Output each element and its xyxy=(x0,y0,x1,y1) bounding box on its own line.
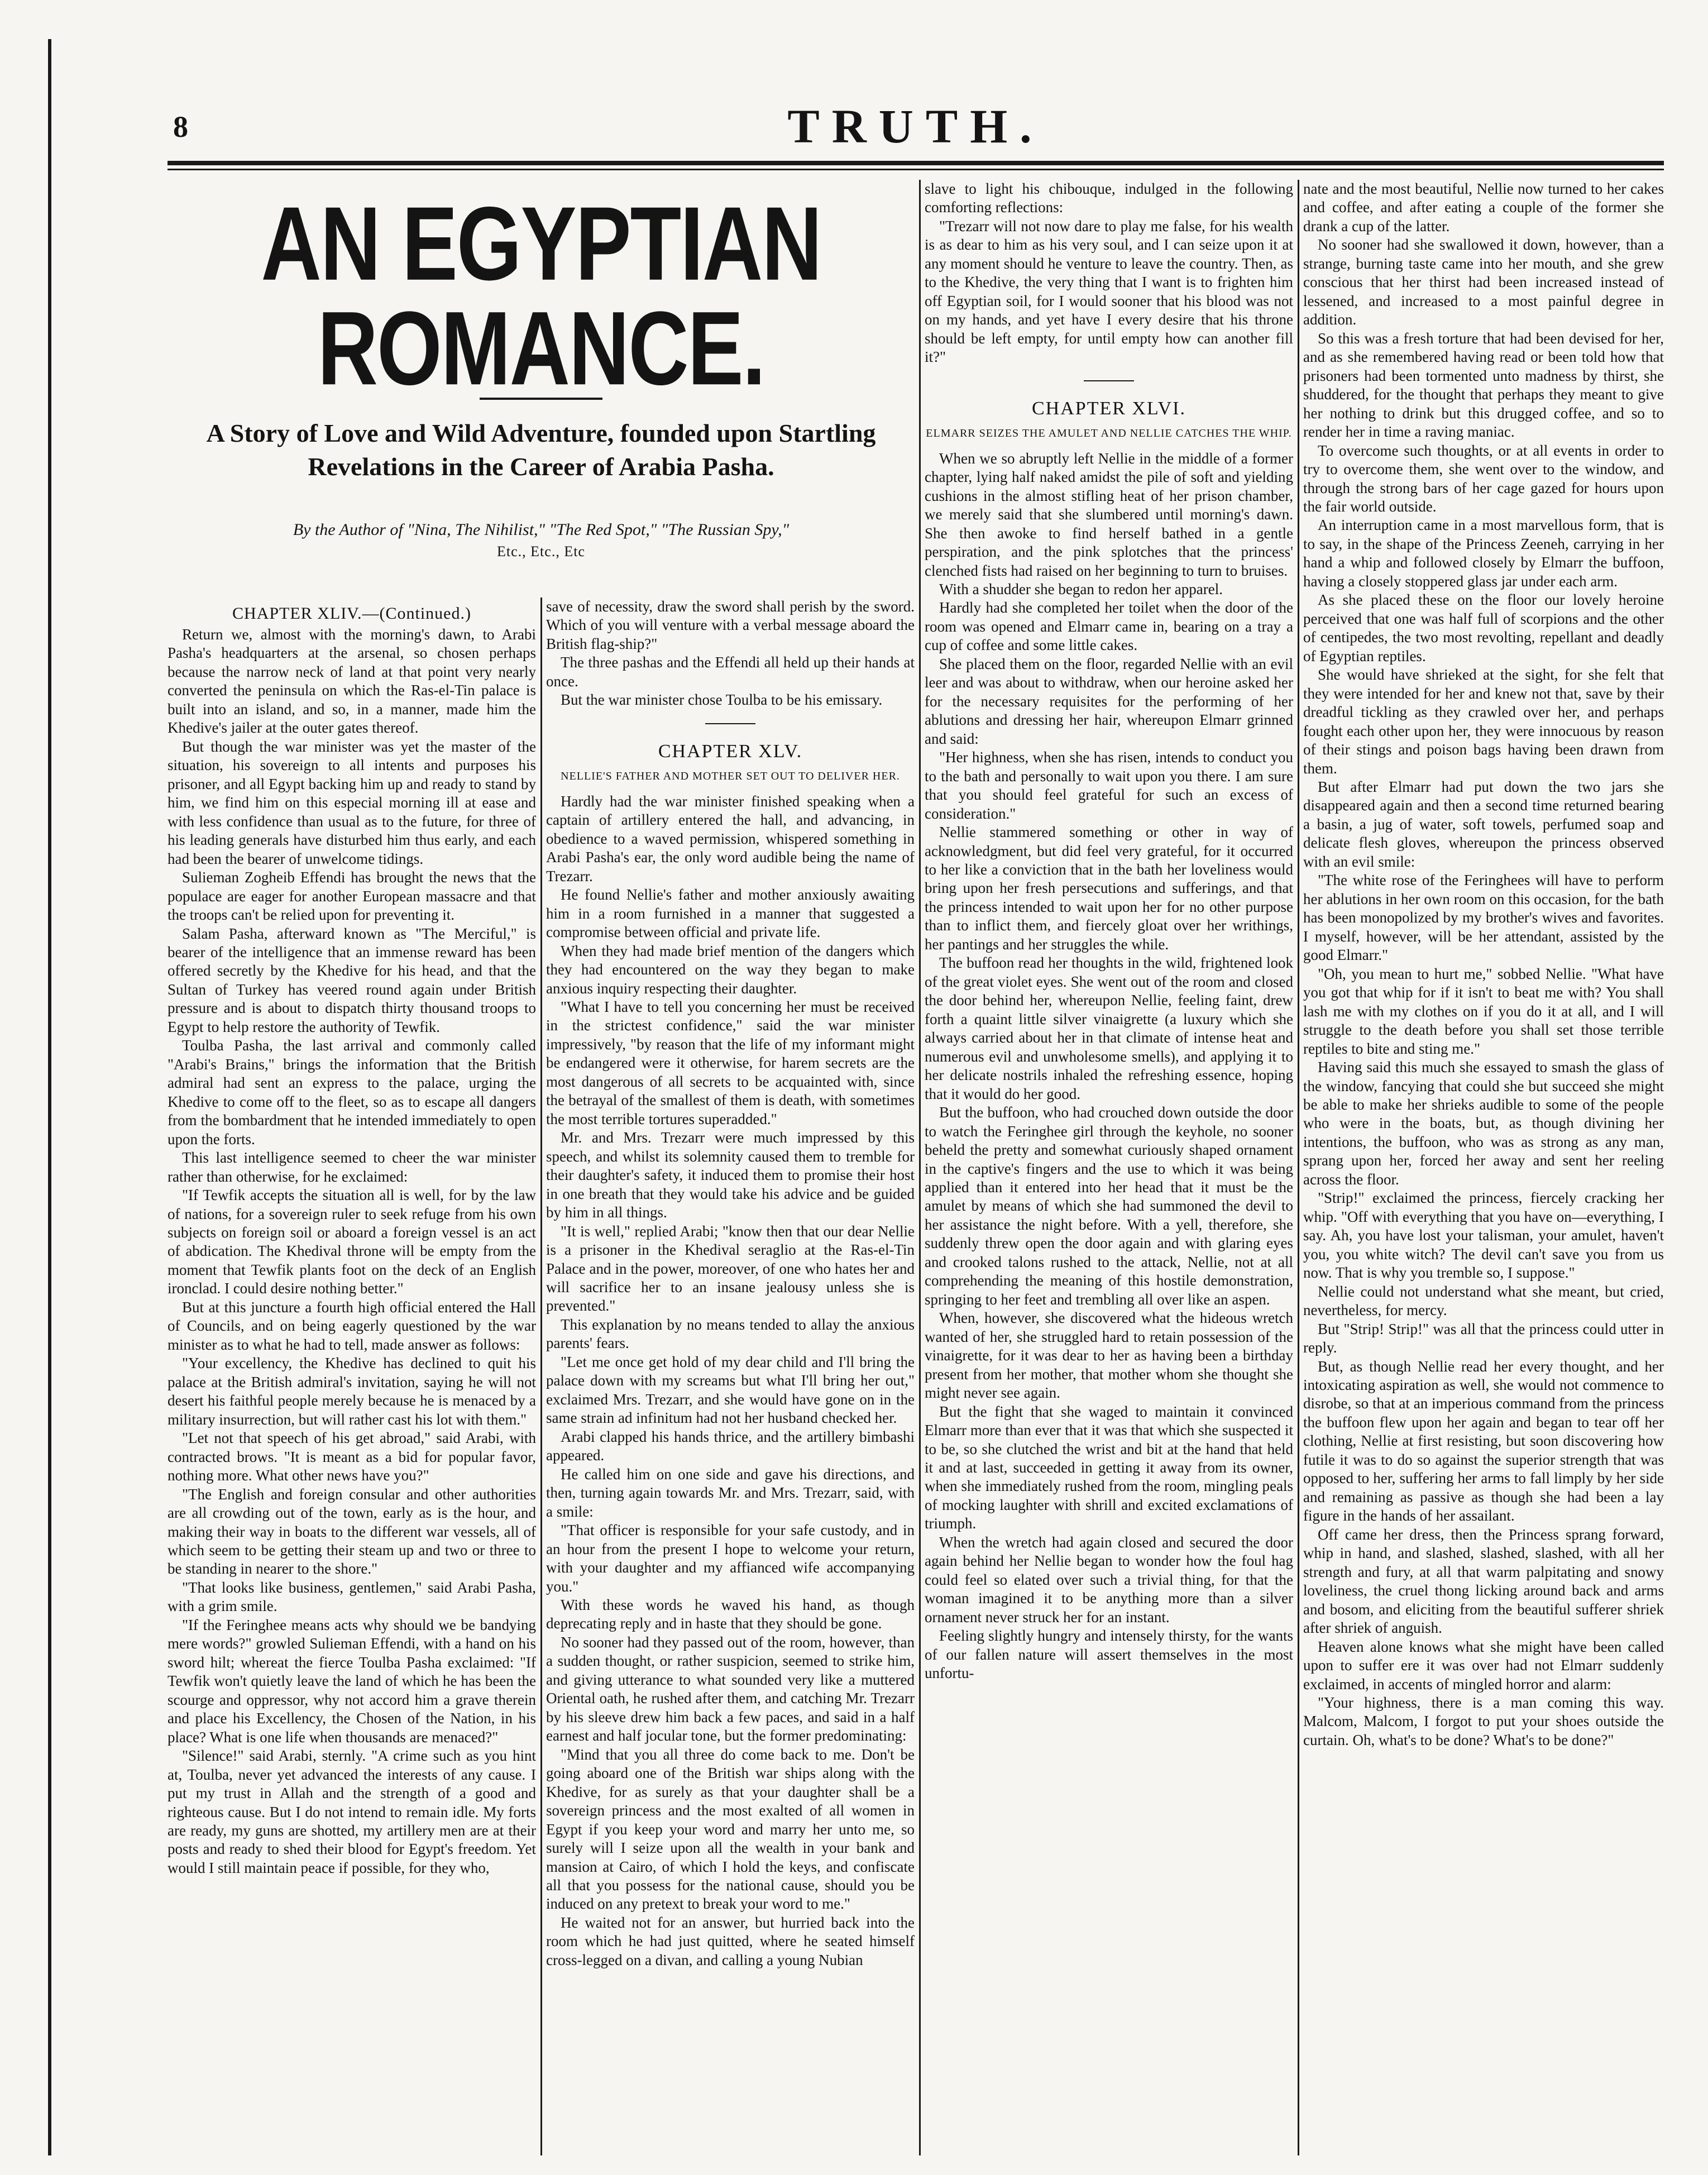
paragraph: When they had made brief mention of the dangers which they had encountered on the way they began to make anxious inquiry respecting their daughter. xyxy=(546,942,915,997)
paragraph: Nellie stammered something or other in way of acknowledgment, but did feel very grateful, for it occurred to her like a conviction that in the bath her loveliness would bring upon her fresh persecutions and sufferings, and that the princess intended to wait upon her for no other purpose than to inflict them, and fiercely gloat over her writhings, her pantings and her struggles the while. xyxy=(925,824,1293,953)
journal-title: TRUTH. xyxy=(787,99,1044,153)
masthead-rule-thick xyxy=(168,161,1664,165)
paragraph: But, as though Nellie read her every thought, and her intoxicating aspiration as well, she would not commence to disrobe, so that at an imperious command from the princess the buffoon flew upon her again and began to tear off her clothing, Nellie at first resisting, but soon discovering how futile it was to do so against the superior strength that was opposed to her, suffering her arms to fall limply by her side and remaining as passive as though she had been a lay figure in the hands of her assailant. xyxy=(1303,1357,1664,1524)
chapter-heading: CHAPTER XLV. xyxy=(658,740,803,762)
paragraph: The buffoon read her thoughts in the wild, frightened look of the great violet eyes. She went out of the room and closed the door behind her, whereupon Nellie, feeling faint, drew forth a quaint little silver vinaigrette (a luxury which she always carried about her in that climate of intense heat and numerous evil and unwholesome smells), and applying it to her delicate nostrils inhaled the refreshing essence, hoping that it would do her good. xyxy=(925,954,1293,1102)
paragraph: "Let me once get hold of my dear child and I'll bring the palace down with my screams but what I'll bring her out," exclaimed Mrs. Trezarr, and she would have gone on in the same strain ad infinitum had not her husband checked her. xyxy=(546,1353,915,1427)
masthead xyxy=(173,95,1658,151)
paragraph: She placed them on the floor, regarded Nellie with an evil leer and was about to withdraw, when our heroine asked her for the necessary requisites for the performing of her ablutions and dressing her hair, whereupon Elmarr grinned and said: xyxy=(925,655,1293,747)
paragraph: But the war minister chose Toulba to be his emissary. xyxy=(561,691,883,709)
column-divider xyxy=(1298,180,1299,2155)
paragraph: Salam Pasha, afterward known as "The Merciful," is bearer of the intelligence that an immense reward has been offered secretly by the Khedive for his head, and that the Sultan of Turkey has veered round again under British pressure and is about to dispatch thirty thousand troops to Egypt to help restore the authority of Tewfik. xyxy=(168,925,536,1035)
column-2 xyxy=(546,597,915,1970)
paragraph: "It is well," replied Arabi; "know then that our dear Nellie is a prisoner in the Khedival seraglio at the Ras-el-Tin Palace and in the power, moreover, of one who hates her and will sacrifice her to an insane jealousy unless she is prevented." xyxy=(546,1222,915,1314)
column-1 xyxy=(168,597,536,1877)
chapter-subheading: NELLIE'S FATHER AND MOTHER SET OUT TO DELIVER HER. xyxy=(561,769,900,782)
paragraph: Nellie could not understand what she meant, but cried, nevertheless, for mercy. xyxy=(1303,1283,1664,1319)
paragraph: But at this juncture a fourth high official entered the Hall of Councils, and on being eagerly questioned by the war minister as to what he had to tell, made answer as follows: xyxy=(168,1298,536,1353)
paragraph: Hardly had she completed her toilet when the door of the room was opened and Elmarr came in, bearing on a tray a cup of coffee and some little cakes. xyxy=(925,599,1293,654)
paragraph: He found Nellie's father and mother anxiously awaiting him in a room furnished in a manner that suggested a compromise between official and private life. xyxy=(546,886,915,941)
paragraph: She would have shrieked at the sight, for she felt that they were intended for her and knew not that, save by their dreadful tickling as they crawled over her, and perhaps fought each other upon her, they were innocuous by reason of their stings and poison bags having been drawn from them. xyxy=(1303,666,1664,777)
article-subtitle: A Story of Love and Wild Adventure, founded upon Startling Revelations in the Career of Arabia Pasha. xyxy=(206,419,876,481)
paragraph: This last intelligence seemed to cheer the war minister rather than otherwise, for he exclaimed: xyxy=(168,1149,536,1185)
article-byline-etc: Etc., Etc., Etc xyxy=(497,543,585,560)
paragraph: "Her highness, when she has risen, intends to conduct you to the bath and personally to wait upon you there. I am sure that you should feel grateful for such an excess of consideration." xyxy=(925,749,1293,822)
paragraph: "Let not that speech of his get abroad," said Arabi, with contracted brows. "It is meant as a bid for popular favor, nothing more. What other news have you?" xyxy=(168,1430,536,1484)
column-divider xyxy=(919,180,921,2155)
paragraph: Hardly had the war minister finished speaking when a captain of artillery entered the hall, and advancing, in obedience to a waved permission, whispered something in Arabi Pasha's ear, the only word audible being the name of Trezarr. xyxy=(546,792,915,885)
paragraph: To overcome such thoughts, or at all events in order to try to overcome them, she went over to the window, and through the strong bars of her cage gazed for hours upon the fair world outside. xyxy=(1303,442,1664,515)
paragraph: He waited not for an answer, but hurried back into the room which he had just quitted, where he seated himself cross-legged on a divan, and calling a young Nubian xyxy=(546,1914,915,1968)
column-4 xyxy=(1303,180,1664,1749)
paragraph: "Strip!" exclaimed the princess, fiercely cracking her whip. "Off with everything that you have on—everything, I say. Ah, you have lost your talisman, your amulet, haven't you, you white witch? The devil can't save you from us now. That is why you tremble so, I suppose." xyxy=(1303,1189,1664,1282)
paragraph: "The white rose of the Feringhees will have to perform her ablutions in her own room on this occasion, for the bath has been monopolized by my brother's wives and favorites. I myself, however, will be her attendant, assisted by the good Elmarr." xyxy=(1303,872,1664,964)
paragraph: The three pashas and the Effendi all held up their hands at once. xyxy=(546,654,915,690)
paragraph: When the wretch had again closed and secured the door again behind her Nellie began to wonder how the foul hag could feel so elated over such a trivial thing, for that the woman imagined it to be anything more than a silver ornament never struck her for an instant. xyxy=(925,1533,1293,1626)
paragraph: But after Elmarr had put down the two jars she disappeared again and then a second time returned bearing a basin, a jug of water, soft towels, perfumed soap and delicate flesh gloves, whereupon the princess observed with an evil smile: xyxy=(1303,778,1664,870)
section-rule xyxy=(1084,380,1134,381)
paragraph: "Your highness, there is a man coming this way. Malcom, Malcom, I forgot to put your shoes outside the curtain. Oh, what's to be done? What's to be done?" xyxy=(1303,1694,1664,1748)
article-title: AN EGYPTIAN ROMANCE. xyxy=(261,184,821,407)
paragraph: But the fight that she waged to maintain it convinced Elmarr more than ever that it was that which she suspected it to be, so she clutched the wrist and bit at the hand that held it and at last, succeeded in getting it away from its owner, when she immediately rushed from the room, mingling peals of mocking laughter with shrill and excited exclamations of triumph. xyxy=(925,1403,1293,1532)
paragraph: When we so abruptly left Nellie in the middle of a former chapter, lying half naked amidst the pile of soft and yielding cushions in the almost stifling heat of her prison chamber, we merely said that she slumbered until morning's dawn. She then awoke to find herself bathed in a gentle perspiration, and the pink splotches that the princess' clenched fists had raised on her beginning to turn to bruises. xyxy=(925,450,1293,579)
paragraph: Arabi clapped his hands thrice, and the artillery bimbashi appeared. xyxy=(546,1428,915,1464)
chapter-subheading: ELMARR SEIZES THE AMULET AND NELLIE CATCHES THE WHIP. xyxy=(926,427,1292,439)
paragraph: Mr. and Mrs. Trezarr were much impressed by this speech, and whilst its solemnity caused them to tremble for their daughter's safety, it induced them to promise their host in one breath that they would take his advice and be guided by him in all things. xyxy=(546,1129,915,1221)
chapter-heading: CHAPTER XLVI. xyxy=(1032,398,1186,419)
masthead-rule-thin xyxy=(168,169,1664,170)
paragraph: No sooner had they passed out of the room, however, than a sudden thought, or rather suspicion, seemed to strike him, and giving utterance to what sounded very like a muttered Oriental oath, he rushed after them, and catching Mr. Trezarr by his sleeve drew him back a few paces, and said in a half earnest and half jocular tone, but the former predominating: xyxy=(546,1633,915,1744)
paragraph: When, however, she discovered what the hideous wretch wanted of her, she struggled hard to retain possession of the vinaigrette, for it was dear to her as having been a birthday present from her mother, that mother whom she thought she might never see again. xyxy=(925,1309,1293,1402)
paragraph: "Your excellency, the Khedive has declined to quit his palace at the British admiral's invitation, saying he will not desert his faithful people merely because he is menaced by a military insurrection, but will rather cast his lot with them." xyxy=(168,1355,536,1428)
paragraph: "That looks like business, gentlemen," said Arabi Pasha, with a grim smile. xyxy=(168,1579,536,1615)
paragraph: slave to light his chibouque, indulged in the following comforting reflections: xyxy=(925,180,1293,216)
paragraph: Heaven alone knows what she might have been called upon to suffer ere it was over had not Elmarr suddenly exclaimed, in accents of mingled horror and alarm: xyxy=(1303,1638,1664,1693)
paragraph: Feeling slightly hungry and intensely thirsty, for the wants of our fallen nature will assert themselves in the most unfortu- xyxy=(925,1627,1293,1682)
paragraph: But the buffoon, who had crouched down outside the door to watch the Feringhee girl through the keyhole, no sooner beheld the pretty and somewhat curiously shaped ornament in the captive's fingers and the use to which it was being applied than it entered into her head that it must be the amulet by means of which she had summoned the devil to her assistance the night before. With a yell, therefore, she suddenly threw open the door again and with glaring eyes and crooked talons rushed to the attack, Nellie, not at all comprehending the meaning of this hostile demonstration, springing to her feet and trembling all over like an aspen. xyxy=(925,1104,1293,1308)
column-divider xyxy=(540,597,542,2155)
paragraph: Toulba Pasha, the last arrival and commonly called "Arabi's Brains," brings the information that the British admiral had sent an express to the palace, urging the Khedive to come off to the fleet, so as to escape all dangers from the bombardment that he intended immediately to open upon the forts. xyxy=(168,1037,536,1148)
paragraph: Having said this much she essayed to smash the glass of the window, fancying that could she but succeed she might be able to make her shrieks audible to some of the people who were in the boats, but, as though divining her intentions, the buffoon, who was as strong as any man, sprang upon her, forced her away and sent her reeling across the floor. xyxy=(1303,1059,1664,1188)
paragraph: No sooner had she swallowed it down, however, than a strange, burning taste came into her mouth, and she grew conscious that her thirst had been increased instead of lessened, and increased to a most painful degree in addition. xyxy=(1303,236,1664,328)
paragraph: Return we, almost with the morning's dawn, to Arabi Pasha's headquarters at the arsenal, so chosen perhaps because the narrow neck of land at that point very nearly converted the peninsula on which the Ras-el-Tin palace is built into an island, and so, in a manner, made him the Khedive's jailer at the outer gates thereof. xyxy=(168,626,536,737)
paragraph: But though the war minister was yet the master of the situation, his sovereign to all intents and purposes his prisoner, and all Egypt backing him up and ready to stand by him, we find him on this especial morning ill at ease and with less confidence than usual as to the future, for three of his leading generals have disturbed him thus early, and each had been the bearer of unwelcome tidings. xyxy=(168,738,536,867)
paragraph: "Mind that you all three do come back to me. Don't be going aboard one of the British war ships along with the Khedive, for as surely as that your daughter shall be a sovereign princess and the most exalted of all women in Egypt if you keep your word and marry her unto me, so surely will I seize upon all the wealth in your bank and mansion at Cairo, of which I hold the keys, and confiscate all that you possess for the national cause, should you be induced on any pretext to break your word to me." xyxy=(546,1746,915,1913)
paragraph: "That officer is responsible for your safe custody, and in an hour from the present I hope to welcome your return, with your daughter and my affianced wife accompanying you." xyxy=(546,1522,915,1595)
paragraph: save of necessity, draw the sword shall perish by the sword. Which of you will venture with a verbal message aboard the British flag-ship?" xyxy=(546,598,915,652)
column-3 xyxy=(925,180,1293,1683)
paragraph: But "Strip! Strip!" was all that the princess could utter in reply. xyxy=(1303,1320,1664,1356)
paragraph: With these words he waved his hand, as though deprecating reply and in haste that they should be gone. xyxy=(546,1596,915,1632)
paragraph: So this was a fresh torture that had been devised for her, and as she remembered having read or been told how that prisoners had been tormented unto madness by thirst, she shuddered, for the thought that perhaps they meant to give her nothing to drink but this drugged coffee, and so to render her in time a raving maniac. xyxy=(1303,329,1664,441)
paragraph: "What I have to tell you concerning her must be received in the strictest confidence," said the war minister impressively, "by reason that the life of my informant might be endangered were it otherwise, for harem secrets are the most dangerous of all secrets to be acquainted with, since the betrayal of the smallest of them is death, with sometimes the most terrible tortures superadded." xyxy=(546,998,915,1127)
paragraph: nate and the most beautiful, Nellie now turned to her cakes and coffee, and after eating a couple of the former she drank a cup of the latter. xyxy=(1303,180,1664,235)
paragraph: Off came her dress, then the Princess sprang forward, whip in hand, and slashed, slashed, slashed, with all her strength and fury, at all that warm palpitating and snowy loveliness, the cruel thong licking around back and arms and bosom, and eliciting from the beautiful sufferer shriek after shriek of anguish. xyxy=(1303,1526,1664,1637)
paragraph: An interruption came in a most marvellous form, that is to say, in the shape of the Princess Zeeneh, carrying in her hand a whip and followed closely by Elmarr the buffoon, having a closely stoppered glass jar under each arm. xyxy=(1303,517,1664,590)
paragraph: "Trezarr will not now dare to play me false, for his wealth is as dear to him as his very soul, and I can seize upon it at any moment should he venture to leave the country. Then, as to the Khedive, the very thing that I want is to frighten him off Egyptian soil, for I would sooner that his blood was not on my hands, and yet have I every desire that his throne should be left empty, for until empty how can another fill it?" xyxy=(925,217,1293,366)
paragraph: "Silence!" said Arabi, sternly. "A crime such as you hint at, Toulba, never yet advanced the interests of any cause. I put my trust in Allah and the strength of a good and righteous cause. But I do not intend to remain idle. My forts are ready, my guns are shotted, my artillery men are at their posts and ready to shed their blood for Egypt's freedom. Yet would I still maintain peace if possible, for they who, xyxy=(168,1747,536,1876)
paragraph: "If the Feringhee means acts why should we be bandying mere words?" growled Sulieman Effendi, with a hand on his sword hilt; whereat the fierce Toulba Pasha exclaimed: "If Tewfik won't quietly leave the land of which he has been the scourge and oppressor, why not accord him a grave therein and place his Excellency, the Chosen of the Nation, in his place? What is one life when thousands are menaced?" xyxy=(168,1616,536,1746)
article-title-block xyxy=(168,180,915,593)
paragraph: As she placed these on the floor our lovely heroine perceived that one was half full of scorpions and the other of centipedes, the two most revolting, repellant and deadly of Egyptian reptiles. xyxy=(1303,591,1664,665)
chapter-heading: CHAPTER XLIV.—(Continued.) xyxy=(232,604,471,623)
article-byline: By the Author of "Nina, The Nihilist," "The Red Spot," "The Russian Spy," xyxy=(293,520,790,539)
paragraph: "If Tewfik accepts the situation all is well, for by the law of nations, for a sovereign ruler to seek refuge from his own subjects on foreign soil or aboard a foreign vessel is an act of abdication. The Khedival throne will be empty from the moment that Tewfik plants foot on the deck of an English ironclad. I could desire nothing better." xyxy=(168,1187,536,1297)
paragraph: With a shudder she began to redon her apparel. xyxy=(939,580,1223,597)
section-rule xyxy=(705,723,755,724)
paragraph: "Oh, you mean to hurt me," sobbed Nellie. "What have you got that whip for if it isn't to beat me with? You shall lash me with my clothes on if you do it at all, and I will struggle to the death before you shall set those terrible reptiles to bite and sting me." xyxy=(1303,965,1664,1057)
paragraph: This explanation by no means tended to allay the anxious parents' fears. xyxy=(546,1316,915,1352)
paragraph: "The English and foreign consular and other authorities are all crowding out of the town, early as is the hour, and making their way in boats to the different war vessels, all of which seem to be getting their steam up and two or three to be standing in nearer to the shore." xyxy=(168,1485,536,1578)
paragraph: He called him on one side and gave his directions, and then, turning again towards Mr. and Mrs. Trezarr, said, with a smile: xyxy=(546,1465,915,1520)
page-number: 8 xyxy=(173,110,188,144)
paragraph: Sulieman Zogheib Effendi has brought the news that the populace are eager for another European massacre and that the troops can't be relied upon for preventing it. xyxy=(168,869,536,924)
